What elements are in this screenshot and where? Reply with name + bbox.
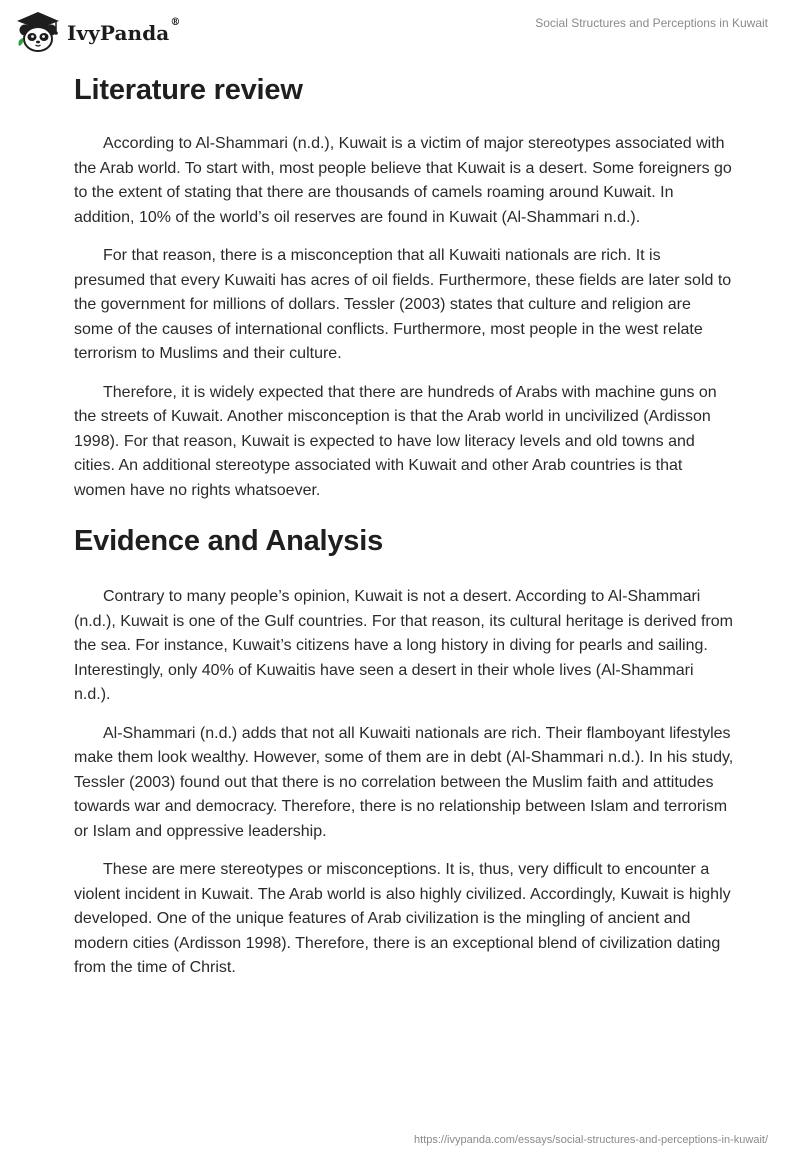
section-heading-literature-review: Literature review <box>74 74 303 106</box>
section-heading-evidence-and-analysis: Evidence and Analysis <box>74 525 384 557</box>
ivypanda-logo[interactable] <box>15 8 180 56</box>
source-url-link[interactable]: https://ivypanda.com/essays/social-structures-and-perceptions-in-kuwait/ <box>414 1134 768 1146</box>
paragraph: For that reason, there is a misconception that all Kuwaiti nationals are rich. It is presumed that every Kuwaiti has acres of oil fields. Furthermore, these fields are later sold to the government for millions of dollars. Tessler (2003) states that culture and religion are some of the causes of international conflicts. Furthermore, most people in the west relate terrorism to Muslims and their culture. <box>74 247 732 362</box>
registered-mark: ® <box>170 17 181 28</box>
logo-wordmark: IvyPanda® <box>67 17 181 45</box>
paragraph: These are mere stereotypes or misconceptions. It is, thus, very difficult to encounter a violent incident in Kuwait. The Arab world is also highly civilized. Accordingly, Kuwait is highly developed. One of the unique features of Arab civilization is the mingling of ancient and modern cities (Ardisson 1998). Therefore, there is an exceptional blend of civilization dating from the time of Christ. <box>74 861 731 976</box>
paragraph: Therefore, it is widely expected that there are hundreds of Arabs with machine guns on the streets of Kuwait. Another misconception is that the Arab world in uncivilized (Ardisson 1998). For that reason, Kuwait is expected to have low literacy levels and old towns and cities. An additional stereotype associated with Kuwait and other Arab countries is that women have no rights whatsoever. <box>74 383 717 499</box>
paragraph: According to Al-Shammari (n.d.), Kuwait is a victim of major stereotypes associated with the Arab world. To start with, most people believe that Kuwait is a desert. Some foreigners go to the extent of stating that there are thousands of camels roaming around Kuwait. In addition, 10% of the world’s oil reserves are found in Kuwait (Al-Shammari n.d.). <box>74 135 732 226</box>
essay-body <box>74 68 734 995</box>
paragraph: Al-Shammari (n.d.) adds that not all Kuwaiti nationals are rich. Their flamboyant lifestyles make them look wealthy. However, some of them are in debt (Al-Shammari n.d.). In his study, Tessler (2003) found out that there is no correlation between the Muslim faith and attitudes towards war and democracy. Therefore, there is no relationship between Islam and terrorism or Islam and oppressive leadership. <box>74 724 734 840</box>
paragraph: Contrary to many people’s opinion, Kuwait is not a desert. According to Al-Shammari (n.d.), Kuwait is one of the Gulf countries. For that reason, its cultural heritage is derived from the sea. For instance, Kuwait’s citizens have a long history in diving for pearls and sailing. Interestingly, only 40% of Kuwaitis have seen a desert in their whole lives (Al-Shammari n.d.). <box>74 588 733 703</box>
document-title: Social Structures and Perceptions in Kuwait <box>535 16 768 30</box>
panda-graduate-icon <box>15 10 61 54</box>
page-header <box>0 0 800 70</box>
